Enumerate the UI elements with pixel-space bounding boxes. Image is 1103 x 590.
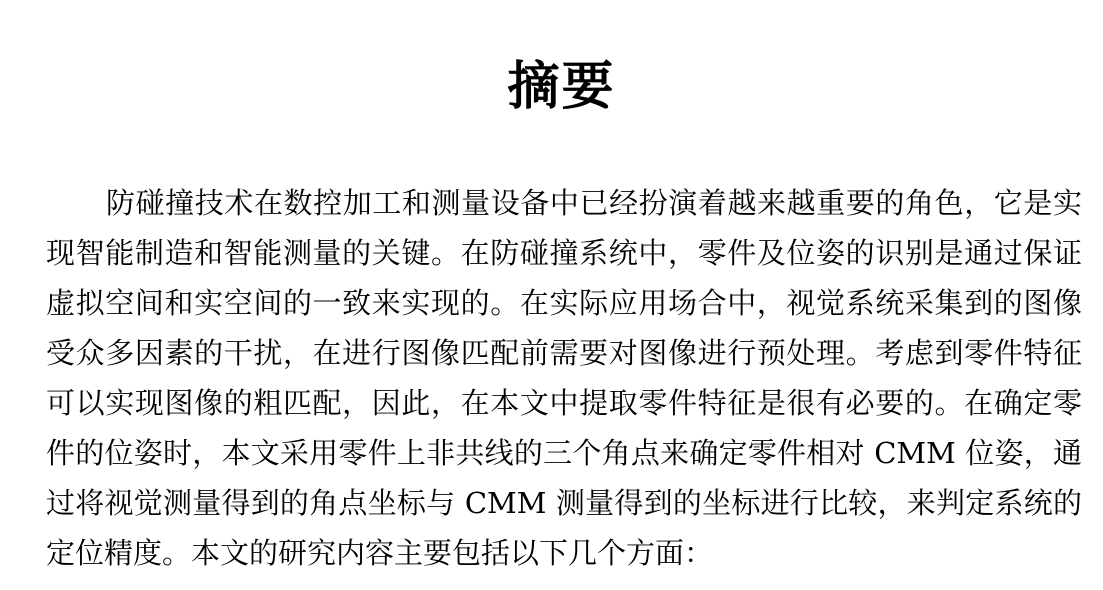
paragraph-line: 防碰撞技术在数控加工和测量设备中已经扮演着越来越重要的角色，它是实 [106, 186, 1082, 220]
paragraph-line: 件的位姿时，本文采用零件上非共线的三个角点来确定零件相对 CMM 位姿，通 [46, 436, 1082, 470]
page-title: 摘要 [507, 56, 616, 117]
paragraph-line: 受众多因素的干扰，在进行图像匹配前需要对图像进行预处理。考虑到零件特征 [46, 336, 1082, 370]
abstract-paragraph [46, 178, 1082, 578]
paragraph-line: 虚拟空间和实空间的一致来实现的。在实际应用场合中，视觉系统采集到的图像 [46, 286, 1082, 320]
paragraph-line: 现智能制造和智能测量的关键。在防碰撞系统中，零件及位姿的识别是通过保证 [46, 236, 1082, 270]
paragraph-line: 定位精度。本文的研究内容主要包括以下几个方面： [46, 536, 714, 570]
paragraph-line: 可以实现图像的粗匹配，因此，在本文中提取零件特征是很有必要的。在确定零 [46, 386, 1082, 420]
paragraph-line: 过将视觉测量得到的角点坐标与 CMM 测量得到的坐标进行比较，来判定系统的 [46, 486, 1082, 520]
